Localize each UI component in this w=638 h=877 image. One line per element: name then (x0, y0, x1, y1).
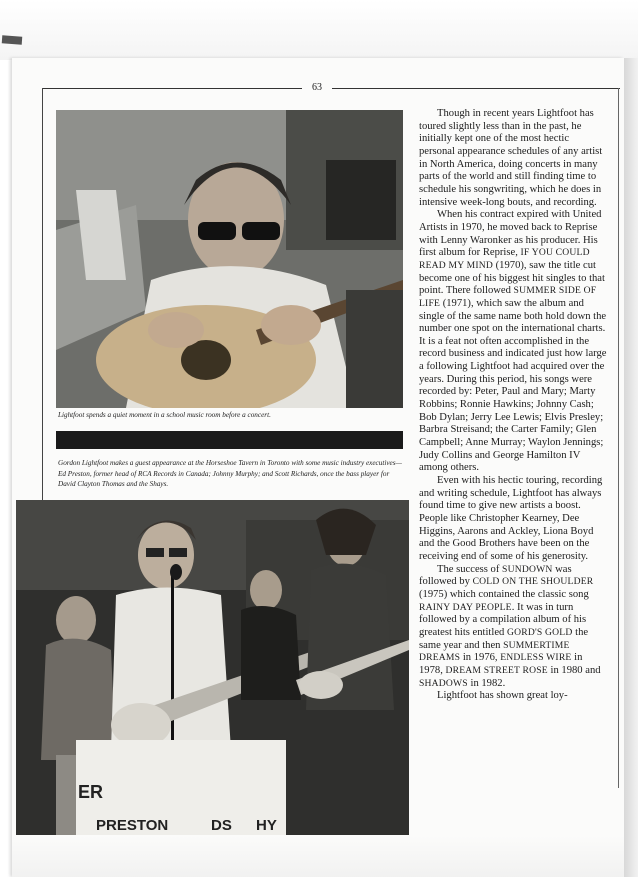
paragraph-loyalty: Lightfoot has shown great loy- (437, 690, 568, 702)
paragraph-touring: Though in recent years Lightfoot has toured slightly less than in the past, he initially kept one of the most hectic personal appearance schedules of any artist in North America, doing concerts in many parts of the world and still finding time to schedule his songwriting, which he does in intensive week-long bouts, and recording. (419, 108, 603, 208)
frame-left-rule (42, 88, 43, 508)
banner-text-er: ER (78, 782, 104, 802)
album-title-sundown: SUNDOWN (502, 563, 553, 575)
p4-text-h: in 1980 and (550, 664, 601, 676)
crop-mark (2, 35, 23, 44)
body-text-column (419, 108, 607, 703)
p2-text-c: (1971), which saw the album and single of the same name both hold down the number one spot on the international charts. It is a feat not often accomplished in the record business and indicated just how large a following Lightfoot had acquired over the years. During this period, his songs were recorded by: Peter, Paul and Mary; Marty Robbins; Ronnie Hawkins; Johnny Cash; Bob Dylan; Jerry Lee Lewis; Elvis Presley; Barbra Streisand; the Carter Family; Glen Campbell; Anne Murray; Waylon Jennings; Judy Collins and George Hamilton IV among others. (419, 297, 607, 474)
album-title-if-you-could-read-my-mind: IF YOU COULD READ MY MIND (419, 247, 590, 271)
p2-text-b: (1970), saw the title cut become one of his biggest hit singles to that point. There followed (419, 259, 605, 297)
banner-text-preston: PRESTON (96, 817, 169, 834)
photo-lightfoot-guitar-drawing (56, 110, 403, 408)
scan-background (0, 0, 638, 60)
paragraph-new-artists: Even with his hectic touring, recording and writing schedule, Lightfoot has always found time to give new artists a boost. People like Christopher Kearney, Dee Higgins, Aarons and Ackley, Liona Boyd and the Good Brothers have been on the receiving end of some of his generosity. (419, 475, 603, 562)
p4-text-e: the same year and then (419, 626, 589, 651)
photo-caption-bottom: Gordon Lightfoot makes a guest appearance at the Horseshoe Tavern in Toronto with some music industry executives—Ed Preston, former head of RCA Records in Canada; Johnny Murphy; and Scott Richards, once the bass player for David Clayton Thomas and the Shays. (58, 459, 402, 488)
black-divider-bar (56, 431, 403, 449)
song-title-rainy-day-people: RAINY DAY PEOPLE (419, 601, 512, 613)
photo-horseshoe-tavern-drawing (16, 500, 409, 835)
banner-text-hy: HY (256, 817, 277, 834)
p4-text-c: (1975) which contained the classic song (419, 588, 589, 600)
frame-right-rule (618, 88, 619, 788)
album-title-summertime-dreams: SUMMERTIME DREAMS (419, 639, 570, 664)
photo-lightfoot-guitar (56, 110, 403, 408)
p4-text-f: in 1976, (462, 652, 498, 664)
page-number: 63 (302, 82, 332, 94)
book-page (12, 58, 624, 877)
album-title-endless-wire: ENDLESS WIRE (500, 652, 572, 664)
p4-text-d: . It was in turn followed by a compilation album of his greatest hits entitled (419, 601, 587, 638)
p2-text-a: When his contract expired with United Artists in 1970, he moved back to Reprise with Lenny Waronker as his producer. His first album for Reprise, (419, 209, 602, 259)
p4-text-i: in 1982. (470, 677, 506, 689)
paragraph-albums (419, 564, 607, 691)
banner-text-ds: DS (211, 817, 232, 834)
bottom-shade (12, 836, 624, 877)
paragraph-contract (419, 209, 607, 475)
album-title-gords-gold: GORD'S GOLD (506, 626, 573, 638)
album-title-dream-street-rose: DREAM STREET ROSE (445, 664, 548, 676)
album-title-cold-on-the-shoulder: COLD ON THE SHOULDER (472, 576, 594, 588)
photo-caption-top: Lightfoot spends a quiet moment in a school music room before a concert. (58, 411, 271, 419)
photo-horseshoe-tavern (16, 500, 409, 835)
p4-text-g: in 1978, (419, 652, 583, 676)
album-title-summer-side-of-life: SUMMER SIDE OF LIFE (419, 285, 597, 309)
album-title-shadows: SHADOWS (419, 677, 468, 689)
p4-text-a: The success of (437, 563, 500, 575)
page-edge-shadow (624, 58, 638, 877)
p4-text-b: was followed by (419, 563, 572, 588)
